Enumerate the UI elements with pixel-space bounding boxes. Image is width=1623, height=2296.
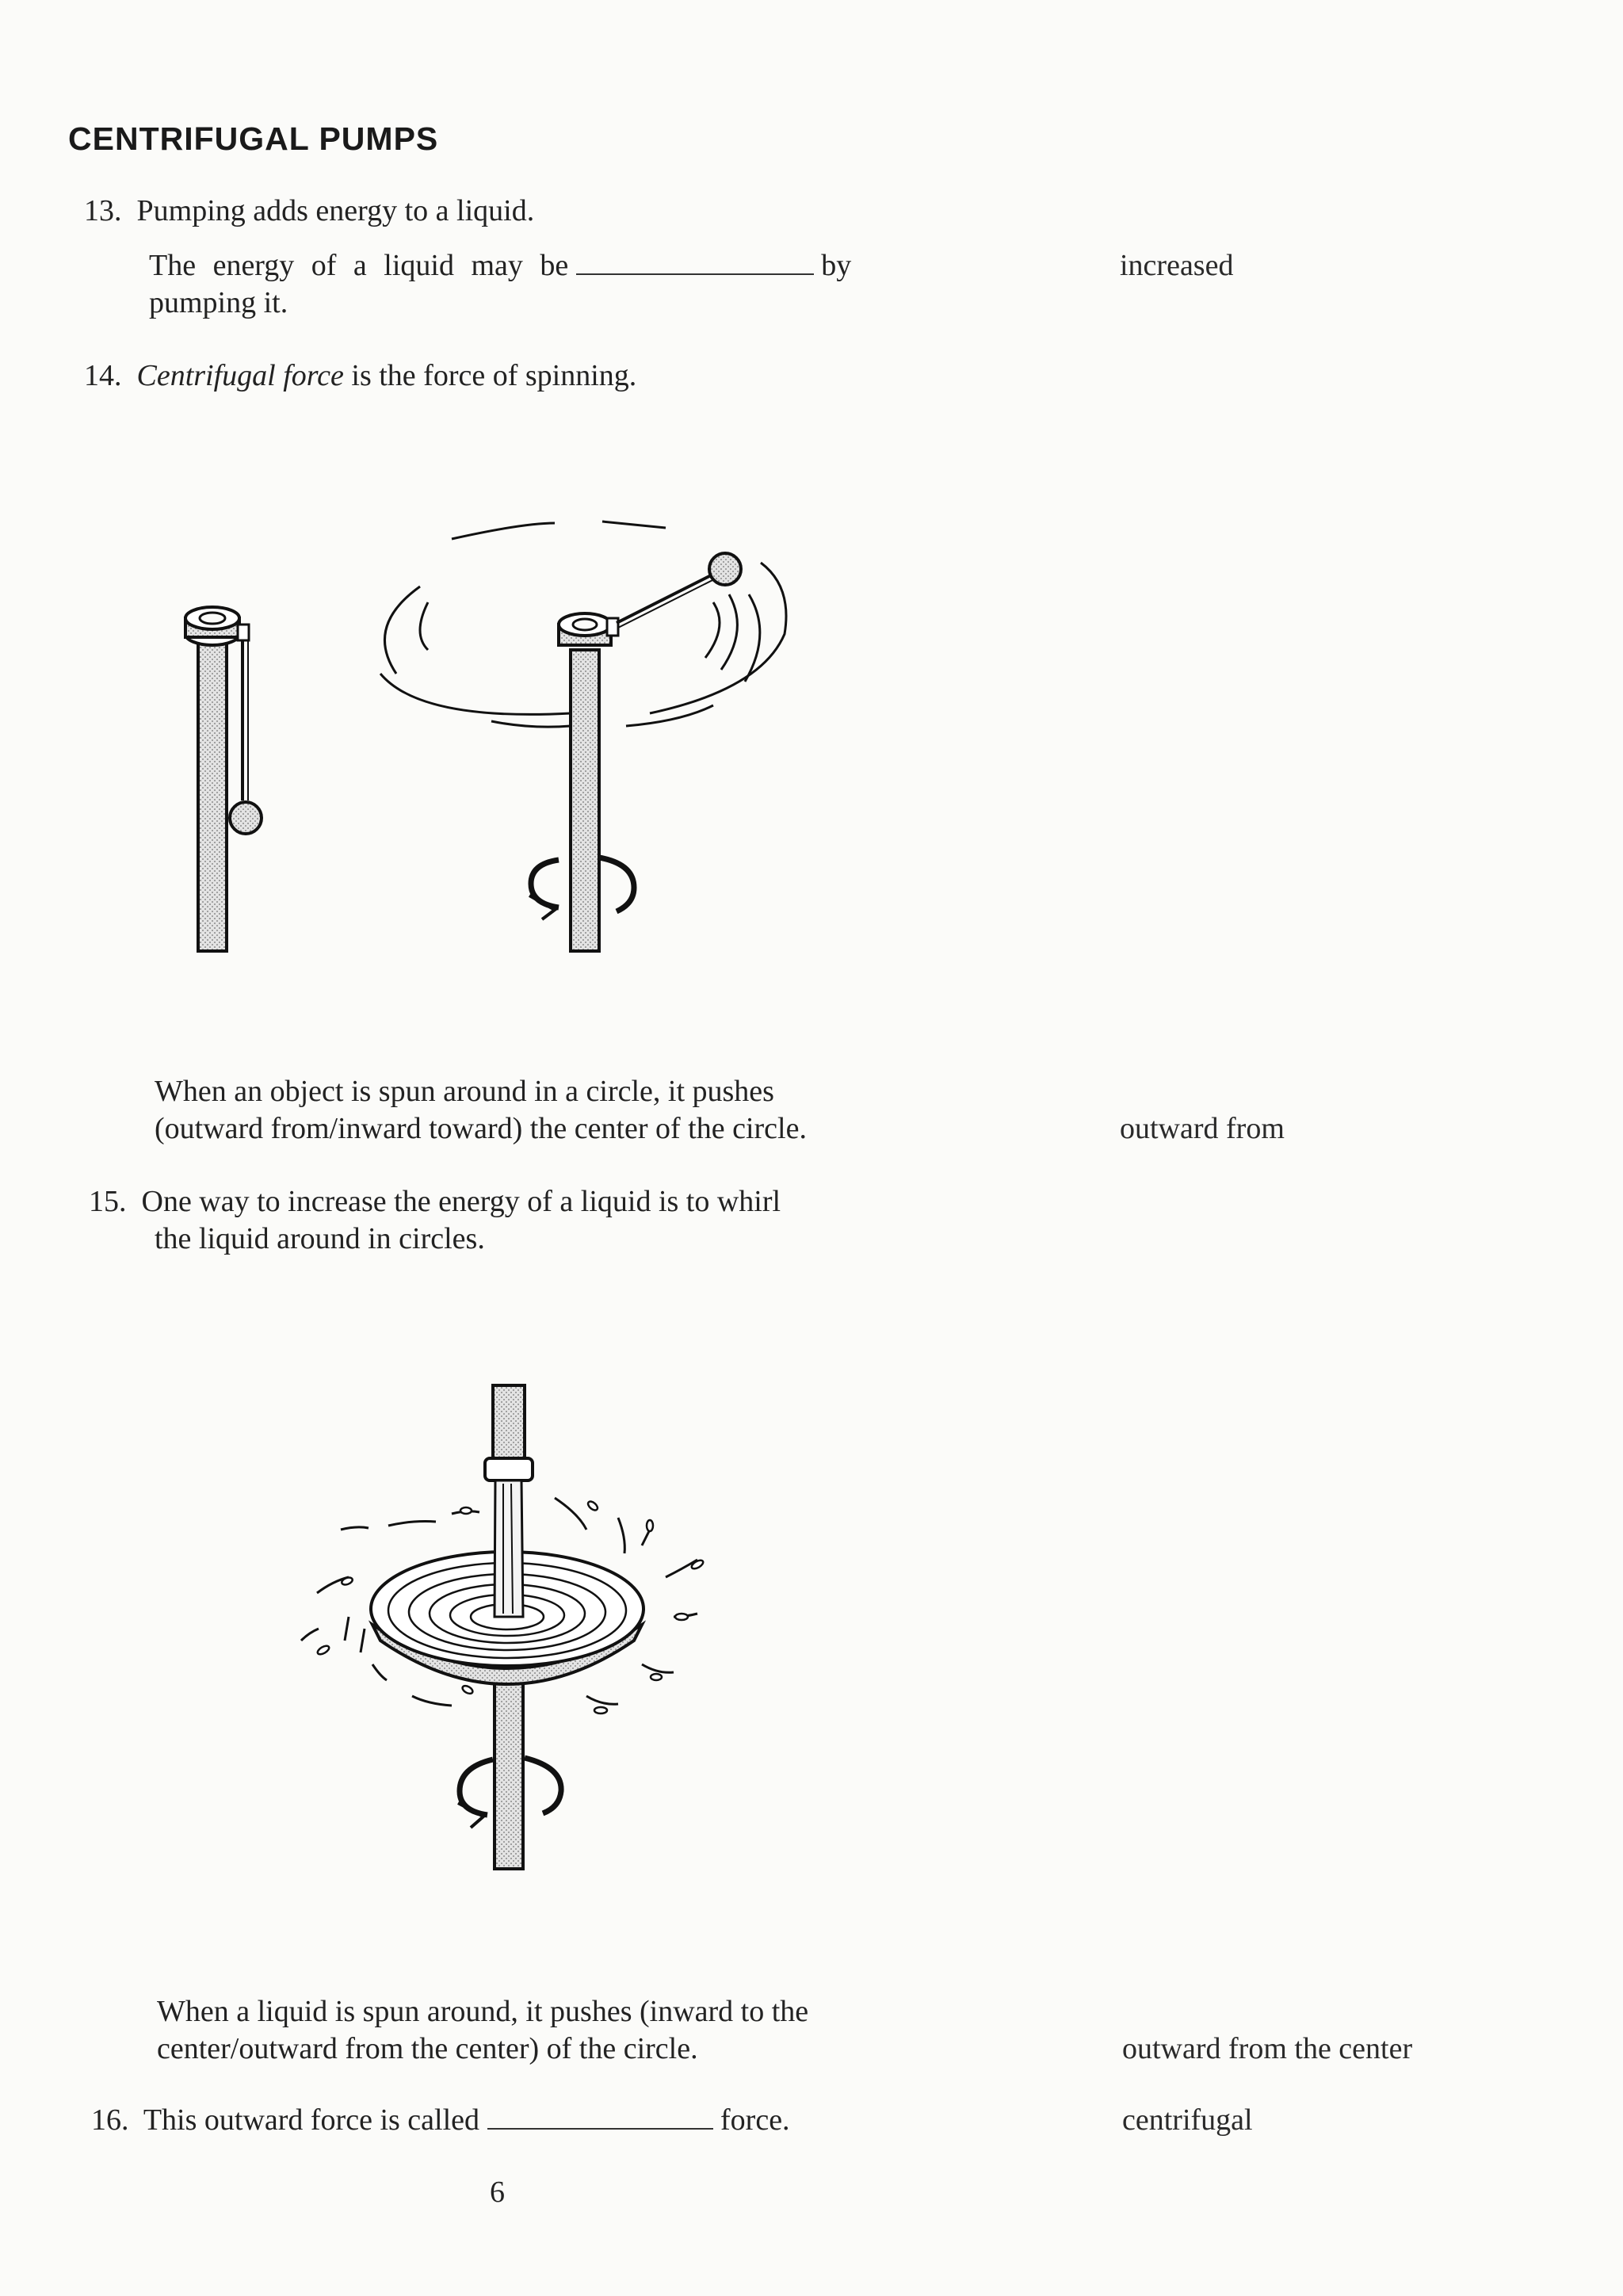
spinning-rod xyxy=(559,553,741,951)
frame-15-intro-line2: the liquid around in circles. xyxy=(155,1222,485,1255)
prompt-text-after: force. xyxy=(720,2103,790,2137)
frame-number: 16. xyxy=(91,2103,129,2137)
prompt-text: This outward force is called xyxy=(143,2103,480,2137)
frame-15-intro-line1 xyxy=(89,1183,781,1221)
prompt-text-after: by xyxy=(821,249,852,282)
frame-13-prompt xyxy=(149,247,851,285)
frame-number: 15. xyxy=(89,1185,127,1218)
page-number: 6 xyxy=(490,2176,505,2209)
frame-13-intro-text: Pumping adds energy to a liquid. xyxy=(136,194,535,227)
frame-13-answer: increased xyxy=(1120,249,1234,282)
frame-14-answer: outward from xyxy=(1120,1112,1285,1145)
section-title: CENTRIFUGAL PUMPS xyxy=(68,120,439,157)
prompt-text: The energy of a liquid may be xyxy=(149,249,569,282)
frame-number: 14. xyxy=(84,359,122,392)
frame-15-answer: outward from the center xyxy=(1122,2032,1413,2065)
frame-16-answer: centrifugal xyxy=(1122,2103,1253,2137)
lower-shaft xyxy=(495,1664,523,1869)
frame-14-intro xyxy=(84,357,636,395)
stationary-rod xyxy=(185,607,262,951)
answer-blank xyxy=(487,2104,713,2130)
frame-14-question-line2: (outward from/inward toward) the center of the circle. xyxy=(155,1112,807,1145)
answer-blank xyxy=(576,250,814,275)
frame-number: 13. xyxy=(84,194,122,227)
spinning-liquid-dish-illustration xyxy=(269,1379,761,1886)
term-centrifugal-force: Centrifugal force xyxy=(136,359,344,392)
upper-shaft xyxy=(493,1385,525,1465)
frame-15-question-line1: When a liquid is spun around, it pushes (inward to the xyxy=(157,1995,809,2028)
liquid-stream xyxy=(495,1480,523,1617)
frame-14-intro-text: is the force of spinning. xyxy=(351,359,637,392)
frame-15-intro-text: One way to increase the energy of a liquid is to whirl xyxy=(141,1185,781,1218)
frame-13-prompt-line2: pumping it. xyxy=(149,286,288,319)
spinning-pendulum-illustration xyxy=(158,491,840,983)
frame-16-prompt xyxy=(91,2102,790,2139)
frame-13-intro xyxy=(84,193,534,230)
shaft-coupling xyxy=(485,1458,533,1480)
frame-15-question-line2: center/outward from the center) of the circle. xyxy=(157,2032,698,2065)
frame-14-question-line1: When an object is spun around in a circle, it pushes xyxy=(155,1075,774,1108)
